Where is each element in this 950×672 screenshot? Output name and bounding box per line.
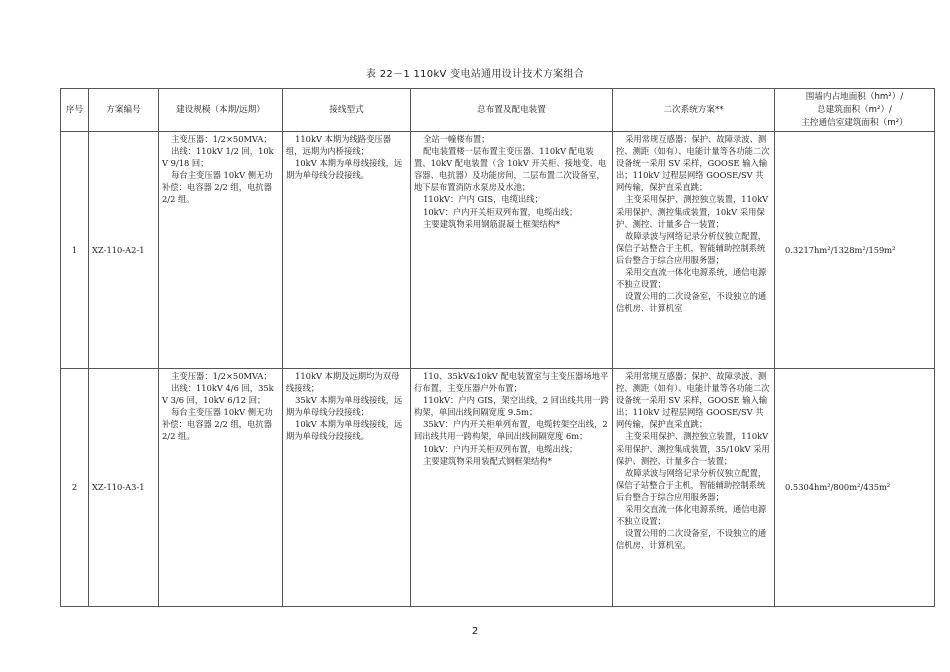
header-wiring: 接线型式 [283,89,411,132]
cell-scheme-code: XZ-110-A2-1 [89,132,159,369]
header-area-line-3: 主控通信室建筑面积（m²） [801,117,908,128]
cell-scheme-code: XZ-110-A3-1 [89,369,159,607]
header-area-line-1: 围墙内占地面积（hm²）/ [805,91,904,102]
secondary-text: 采用交直流一体化电源系统，通信电源不独立设置； [616,504,767,527]
scale-text: 出线：110kV 4/6 回，35kV 3/6 回，10kV 6/12 回； [162,383,274,406]
scale-text: 主变压器：1/2×50MVA； [171,134,272,144]
wiring-text: 110kV 本期及远期均为双母线接线； [286,371,400,394]
cell-seq: 2 [61,369,89,607]
layout-text: 全站一幢楼布置； [423,134,490,144]
wiring-text: 110kV 本期为线路变压器组，远期为内桥接线； [286,134,391,157]
cell-wiring [283,369,411,607]
table-title: 表 22－1 110kV 变电站通用设计技术方案组合 [365,69,585,80]
secondary-text: 故障录波与网络记录分析仪独立配置，保信子站整合于主机，智能辅助控制系统后台整合于综合应用服务器； [616,230,767,265]
cell-scale [159,132,283,369]
cell-secondary [613,132,775,369]
secondary-text: 故障录波与网络记录分析仪独立配置，保信子站整合于主机，智能辅助控制系统后台整合于综合应用服务器； [616,467,767,502]
header-scale: 建设规模（本期/远期） [159,89,283,132]
layout-text: 10kV：户内开关柜双列布置，电缆出线； [423,206,578,217]
cell-area: 0.5304hm²/800m²/435m² [775,369,935,607]
secondary-text: 设置公用的二次设备室，不设独立的通信机房、计算机室 [616,291,767,314]
layout-text: 35kV：户内开关柜单列布置，电缆转架空出线，2 回出线共用一跨构架，单回出线间隔宽度 6m； [414,419,608,442]
header-layout: 总布置及配电装置 [411,89,613,132]
secondary-text: 设置公用的二次设备室，不设独立的通信机房、计算机室。 [616,528,767,551]
cell-secondary [613,369,775,607]
cell-area: 0.3217hm²/1328m²/159m² [775,132,935,369]
header-area [775,89,935,132]
layout-text: 110kV：户内 GIS，架空出线，2 回出线共用一跨构架，单回出线间隔宽度 9.5m； [414,395,609,418]
layout-text: 10kV：户内开关柜双列布置，电缆出线； [423,443,578,454]
wiring-text: 10kV 本期为单母线接线，远期为单母线分段接线。 [286,419,403,442]
wiring-text: 35kV 本期为单母线接线，远期为单母线分段接线； [286,395,403,418]
layout-text: 主要建筑物采用装配式钢框架结构* [423,455,552,466]
secondary-text: 采用交直流一体化电源系统，通信电源不独立设置； [616,267,767,290]
layout-text: 110kV：户内 GIS，电缆出线； [423,194,543,205]
scale-text: 每台主变压器 10kV 侧无功补偿：电容器 2/2 组，电抗器 2/2 组。 [162,170,273,205]
header-seq: 序号 [61,89,89,132]
cell-scale [159,369,283,607]
cell-layout [411,132,613,369]
cell-wiring [283,132,411,369]
wiring-text: 10kV 本期为单母线接线，远期为单母线分段接线。 [286,158,403,181]
layout-text: 110、35kV&10kV 配电装置室与主变压器场地平行布置，主变压器户外布置； [414,371,609,394]
secondary-text: 采用常规互感器；保护、故障录波、测控、测距（如有）、电能计量等各功能二次设备统一采用 SV 采样，GOOSE 输入输出；110kV 过程层网络 GOOSE/SV 共网传输，保护直采直跳； [616,134,770,193]
page-number: 2 [471,626,479,637]
secondary-text: 主变采用保护、测控独立装置，110kV 采用保护、测控集成装置，10kV 采用保护、测控、计量多合一装置； [616,194,769,229]
header-area-line-2: 总建筑面积（m²）/ [817,104,892,115]
scheme-table [60,88,935,607]
table-header-row [61,89,935,132]
secondary-text: 采用常规互感器；保护、故障录波、测控、测距（如有）、电能计量等各功能二次设备统一采用 SV 采样，GOOSE 输入输出；110kV 过程层网络 GOOSE/SV 共网传输，保护直采直跳； [616,371,770,430]
scale-text: 主变压器：1/2×50MVA； [171,371,272,381]
secondary-text: 主变采用保护、测控独立装置，110kV 采用保护、测控集成装置，35/10kV 采用保护、测控、计量多合一装置； [616,431,770,466]
cell-seq: 1 [61,132,89,369]
scale-text: 出线：110kV 1/2 回，10kV 9/18 回； [162,146,274,169]
header-scheme-code: 方案编号 [89,89,159,132]
layout-text: 配电装置楼一层布置主变压器、110kV 配电装置、10kV 配电装置（含 10kV 开关柜、接地变、电容器、电抗器）及功能房间，二层布置二次设备室，地下层布置消防水泵房及水池； [414,146,607,193]
cell-layout [411,369,613,607]
table-row [61,132,935,369]
table-row [61,369,935,607]
header-secondary: 二次系统方案** [613,89,775,132]
scale-text: 每台主变压器 10kV 侧无功补偿：电容器 2/2 组，电抗器 2/2 组。 [162,407,273,442]
layout-text: 主要建筑物采用钢筋混凝土框架结构* [423,218,561,229]
